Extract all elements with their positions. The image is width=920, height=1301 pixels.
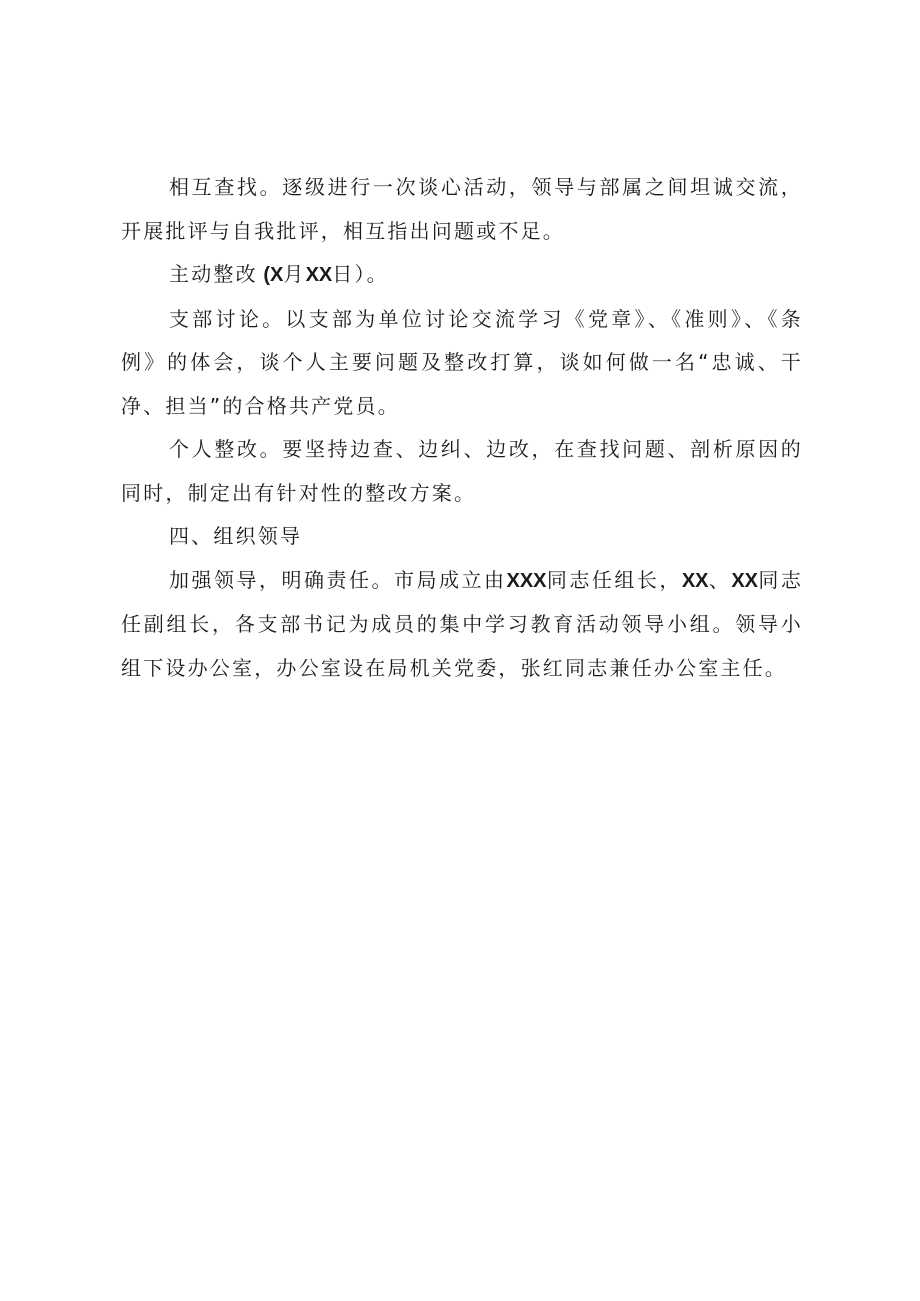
paragraph-mutual-check bbox=[121, 166, 803, 253]
heading-text: 主动整改 bbox=[169, 262, 258, 286]
paragraph-text: 相互查找。逐级进行一次谈心活动，领导与部属之间坦诚交流，开展批评与自我批评，相互指出问题或不足。 bbox=[121, 175, 803, 243]
section-heading-text: 四、组织领导 bbox=[169, 524, 303, 548]
paragraph-text: 同志任副组长，各支部书记为成员的集中学习教育活动领导小组。领导小组下设办公室，办公室设在局机关党委，张红同志兼任办公室主任。 bbox=[121, 567, 804, 680]
leader-placeholder: XXX bbox=[506, 569, 547, 592]
paragraph-text: 个人整改。要坚持边查、边纠、边改，在查找问题、剖析原因的同时，制定出有针对性的整改方案。 bbox=[121, 437, 803, 505]
separator: 、 bbox=[708, 567, 732, 592]
paragraph-text: 同志任组长， bbox=[546, 567, 682, 592]
day-char: 日）。 bbox=[332, 262, 389, 286]
paragraph-text: 加强领导，明确责任。市局成立由 bbox=[169, 567, 507, 592]
date-day-placeholder: XX bbox=[305, 264, 333, 286]
paragraph-leadership bbox=[121, 559, 803, 691]
date-month-placeholder: (X bbox=[257, 264, 284, 286]
deputy-placeholder-1: XX bbox=[681, 569, 709, 592]
document-body bbox=[121, 166, 803, 690]
paragraph-branch-discussion bbox=[121, 298, 803, 429]
paragraph-text: 支部讨论。以支部为单位讨论交流学习《党章》、《准则》、《条例》的体会，谈个人主要问题及整改打算，谈如何做一名“忠诚、干净、担当”的合格共产党员。 bbox=[121, 306, 803, 418]
deputy-placeholder-2: XX bbox=[731, 569, 759, 592]
paragraph-active-rectification-heading bbox=[121, 253, 803, 298]
paragraph-personal-rectification bbox=[121, 428, 803, 515]
section-heading-organization bbox=[121, 515, 803, 559]
month-char: 月 bbox=[283, 262, 306, 286]
